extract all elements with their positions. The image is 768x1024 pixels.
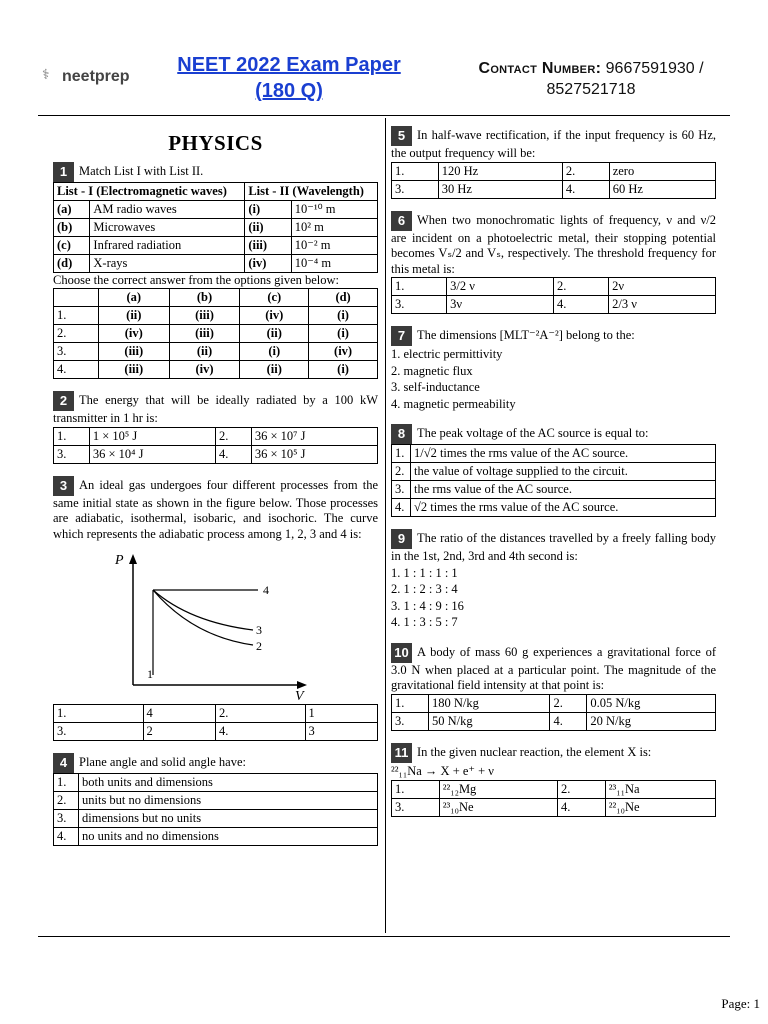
cell[interactable]: 3.: [392, 180, 439, 198]
contact-label: Contact Number:: [478, 60, 602, 77]
cell: (iii): [169, 325, 240, 343]
cell[interactable]: 2.: [558, 781, 606, 799]
cell: (iv): [309, 343, 378, 361]
contact-info: [446, 58, 736, 100]
contact-number-1: 9667591930 /: [605, 60, 704, 77]
cell[interactable]: 4.: [215, 723, 305, 741]
cell: (b): [169, 289, 240, 307]
cell: (iii): [98, 361, 169, 379]
cell: (b): [54, 218, 90, 236]
cell[interactable]: 2.: [215, 427, 251, 445]
cell: (a): [98, 289, 169, 307]
question-8: [391, 424, 716, 517]
nuclear-reaction: ²²₁₁Na → X + e⁺ + ν: [391, 763, 494, 778]
cell[interactable]: 2.: [553, 278, 608, 296]
cell: (iv): [245, 254, 291, 272]
cell: AM radio waves: [90, 200, 245, 218]
question-6: [391, 211, 716, 315]
option-2[interactable]: 2. 1 : 2 : 3 : 4: [391, 582, 458, 596]
cell[interactable]: 3.: [392, 799, 440, 817]
question-text: In half-wave rectification, if the input frequency is 60 Hz, the output frequency will be:: [391, 127, 716, 160]
option-row: [392, 712, 716, 730]
cell[interactable]: 2.: [54, 325, 99, 343]
cell: (ii): [240, 361, 309, 379]
cell[interactable]: 3.: [54, 723, 144, 741]
subject-heading: PHYSICS: [168, 131, 263, 155]
cell: 1: [305, 705, 377, 723]
cell[interactable]: 4.: [54, 361, 99, 379]
curve-label-1: 1: [147, 667, 153, 681]
question-text: An ideal gas undergoes four different processes from the same initial state as shown in the figure below. Those processes are adiabatic, isothermal, isobaric, and isochoric. The curve which represents the adiabatic process among 1, 2, 3 and 4 is:: [53, 477, 378, 541]
cell: 3/2 ν: [447, 278, 554, 296]
cell: (iv): [240, 307, 309, 325]
option-row: [54, 774, 378, 792]
cell: 10⁻⁴ m: [291, 254, 377, 272]
question-number: 9: [391, 529, 412, 549]
cell: (c): [54, 236, 90, 254]
option-2[interactable]: 2. magnetic flux: [391, 363, 473, 378]
option-4[interactable]: 4. 1 : 3 : 5 : 7: [391, 615, 458, 629]
option-row: [392, 799, 716, 817]
option-row: [54, 828, 378, 846]
cell: √2 times the rms value of the AC source.: [411, 499, 716, 517]
option-row: [392, 162, 716, 180]
table-row: [54, 218, 378, 236]
cell[interactable]: 1.: [392, 445, 411, 463]
curve-label-2: 2: [256, 639, 262, 653]
cell[interactable]: 1.: [392, 278, 447, 296]
cell: 10⁻² m: [291, 236, 377, 254]
options-table: [391, 694, 716, 731]
cell: the rms value of the AC source.: [411, 481, 716, 499]
cell: ²³₁₀Ne: [439, 799, 557, 817]
option-row: [392, 463, 716, 481]
cell: (i): [309, 307, 378, 325]
question-number: 2: [53, 391, 74, 411]
option-4[interactable]: 4. magnetic permeability: [391, 396, 516, 411]
question-text: The dimensions [MLT⁻²A⁻²] belong to the:: [417, 327, 635, 342]
cell: 10² m: [291, 218, 377, 236]
cell: (i): [309, 361, 378, 379]
question-text: Plane angle and solid angle have:: [79, 754, 246, 769]
table-row: [54, 254, 378, 272]
question-text: When two monochromatic lights of frequency, ν and ν/2 are incident on a photoelectric metal, their stopping potential becomes Vₛ/2 and Vₛ, respectively. The threshold frequency for this metal is:: [391, 212, 716, 276]
cell[interactable]: 1.: [54, 774, 79, 792]
axis-label-v: V: [295, 689, 304, 700]
cell[interactable]: 4.: [392, 499, 411, 517]
cell: X-rays: [90, 254, 245, 272]
axis-label-p: P: [115, 553, 124, 568]
option-row: [392, 694, 716, 712]
question-4: [53, 753, 378, 846]
cell: (ii): [98, 307, 169, 325]
neetprep-logo[interactable]: [42, 64, 142, 92]
option-row: [54, 427, 378, 445]
cell: (i): [245, 200, 291, 218]
cell: (iii): [245, 236, 291, 254]
option-row: [54, 705, 378, 723]
options-table: [391, 780, 716, 817]
cell: 1/√2 times the rms value of the AC source.: [411, 445, 716, 463]
cell: (iii): [98, 343, 169, 361]
question-2: [53, 391, 378, 464]
cell[interactable]: 3.: [392, 481, 411, 499]
cell: Microwaves: [90, 218, 245, 236]
option-row: [54, 810, 378, 828]
cell: 50 N/kg: [428, 712, 550, 730]
option-3[interactable]: 3. 1 : 4 : 9 : 16: [391, 598, 464, 613]
option-row: [54, 445, 378, 463]
cell[interactable]: 1.: [54, 427, 90, 445]
cell: 20 N/kg: [587, 712, 716, 730]
cell: 10⁻¹⁰ m: [291, 200, 377, 218]
cell[interactable]: 4.: [550, 712, 587, 730]
question-number: 8: [391, 424, 412, 444]
option-row: [392, 781, 716, 799]
cell: 1 × 10⁵ J: [89, 427, 215, 445]
pv-diagram: [113, 550, 313, 700]
title-line-1[interactable]: NEET 2022 Exam Paper: [177, 54, 401, 76]
option-row: [392, 180, 716, 198]
cell: 120 Hz: [438, 162, 562, 180]
option-row: [392, 278, 716, 296]
cell[interactable]: 3.: [392, 296, 447, 314]
cell: 180 N/kg: [428, 694, 550, 712]
cell: 30 Hz: [438, 180, 562, 198]
cell: 3: [305, 723, 377, 741]
question-text: The energy that will be ideally radiated by a 100 kW transmitter in 1 hr is:: [53, 392, 378, 425]
cell: (iv): [98, 325, 169, 343]
question-10: [391, 643, 716, 731]
option-row: [54, 792, 378, 810]
cell[interactable]: 4.: [558, 799, 606, 817]
cell[interactable]: 4.: [553, 296, 608, 314]
cell: the value of voltage supplied to the circuit.: [411, 463, 716, 481]
cell[interactable]: 4.: [54, 828, 79, 846]
question-5: [391, 126, 716, 199]
question-number: 4: [53, 753, 74, 773]
cell: ²²₁₂Mg: [439, 781, 557, 799]
cell: units but no dimensions: [79, 792, 378, 810]
cell[interactable]: 2.: [54, 792, 79, 810]
cell: 36 × 10⁷ J: [251, 427, 377, 445]
stethoscope-icon: ⚕: [42, 66, 50, 82]
cell[interactable]: 4.: [562, 180, 609, 198]
cell: zero: [609, 162, 715, 180]
curve-label-3: 3: [256, 623, 262, 637]
question-text: Match List I with List II.: [79, 163, 204, 178]
cell: 0.05 N/kg: [587, 694, 716, 712]
cell: 2/3 ν: [609, 296, 716, 314]
question-number: 7: [391, 326, 412, 346]
cell: 4: [143, 705, 215, 723]
options-table: [53, 704, 378, 741]
curve-label-4: 4: [263, 583, 269, 597]
cell: (c): [240, 289, 309, 307]
option-3[interactable]: 3. self-inductance: [391, 380, 480, 394]
page-number: Page: 1: [721, 996, 760, 1011]
cell: (d): [309, 289, 378, 307]
question-text: The peak voltage of the AC source is equal to:: [417, 425, 649, 440]
question-text: In the given nuclear reaction, the element X is:: [417, 744, 652, 759]
options-table: [391, 277, 716, 314]
cell: 2: [143, 723, 215, 741]
left-column: [53, 132, 378, 858]
right-column: [391, 126, 716, 829]
option-row: [54, 723, 378, 741]
table-row: [54, 236, 378, 254]
options-table: [391, 444, 716, 517]
cell: ²²₁₀Ne: [605, 799, 715, 817]
option-row: [54, 343, 378, 361]
cell[interactable]: 1.: [392, 694, 429, 712]
cell: 36 × 10⁴ J: [89, 445, 215, 463]
cell: (i): [309, 325, 378, 343]
cell[interactable]: 2.: [562, 162, 609, 180]
column-divider: [385, 118, 386, 933]
cell: (ii): [245, 218, 291, 236]
cell: (d): [54, 254, 90, 272]
question-7: [391, 326, 716, 412]
list1-header: List - I (Electromagnetic waves): [54, 182, 245, 200]
logo-text: neetprep: [62, 68, 130, 85]
option-row: [392, 296, 716, 314]
question-text: A body of mass 60 g experiences a gravitational force of 3.0 N when placed at a particular point. The magnitude of the gravitational field intensity at that point is:: [391, 644, 716, 692]
cell: 2ν: [609, 278, 716, 296]
cell[interactable]: 2.: [392, 463, 411, 481]
question-number: 3: [53, 476, 74, 496]
option-row: [54, 325, 378, 343]
cell: [54, 289, 99, 307]
question-number: 10: [391, 643, 412, 663]
question-number: 1: [53, 162, 74, 182]
options-table: [53, 427, 378, 464]
match-table: [53, 182, 378, 273]
header-divider: [38, 115, 730, 116]
question-text: The ratio of the distances travelled by a freely falling body in the 1st, 2nd, 3rd and 4th second is:: [391, 530, 716, 563]
question-9: [391, 529, 716, 631]
cell: 60 Hz: [609, 180, 715, 198]
cell: Infrared radiation: [90, 236, 245, 254]
option-row: [54, 307, 378, 325]
cell: (iv): [169, 361, 240, 379]
footer-divider: [38, 936, 730, 937]
cell: both units and dimensions: [79, 774, 378, 792]
question-number: 11: [391, 743, 412, 763]
cell[interactable]: 1.: [392, 781, 440, 799]
option-row: [54, 361, 378, 379]
cell: 3ν: [447, 296, 554, 314]
cell[interactable]: 3.: [54, 810, 79, 828]
question-3: [53, 476, 378, 742]
question-11: [391, 743, 716, 818]
options-table: [53, 773, 378, 846]
cell[interactable]: 3.: [54, 343, 99, 361]
cell: (iii): [169, 307, 240, 325]
option-row: [392, 481, 716, 499]
options-table: [53, 288, 378, 379]
cell: (a): [54, 200, 90, 218]
cell[interactable]: 1.: [392, 162, 439, 180]
question-number: 5: [391, 126, 412, 146]
question-number: 6: [391, 211, 412, 231]
cell[interactable]: 3.: [54, 445, 90, 463]
question-1: [53, 162, 378, 380]
cell: no units and no dimensions: [79, 828, 378, 846]
cell: (i): [240, 343, 309, 361]
cell: (ii): [169, 343, 240, 361]
options-table: [391, 162, 716, 199]
cell[interactable]: 3.: [392, 712, 429, 730]
contact-number-2: 8527521718: [546, 81, 636, 98]
instruction-text: Choose the correct answer from the options given below:: [53, 272, 340, 287]
option-1[interactable]: 1. 1 : 1 : 1 : 1: [391, 565, 458, 580]
cell: ²³₁₁Na: [605, 781, 715, 799]
cell: 36 × 10⁵ J: [251, 445, 377, 463]
cell: dimensions but no units: [79, 810, 378, 828]
cell[interactable]: 1.: [54, 705, 144, 723]
option-row: [392, 499, 716, 517]
cell[interactable]: 2.: [550, 694, 587, 712]
cell[interactable]: 2.: [215, 705, 305, 723]
option-1[interactable]: 1. electric permittivity: [391, 347, 503, 361]
list2-header: List - II (Wavelength): [245, 182, 378, 200]
cell[interactable]: 1.: [54, 307, 99, 325]
option-row: [392, 445, 716, 463]
table-row: [54, 200, 378, 218]
page-title[interactable]: [150, 52, 428, 104]
title-line-2[interactable]: (180 Q): [255, 80, 323, 102]
cell: (ii): [240, 325, 309, 343]
cell[interactable]: 4.: [215, 445, 251, 463]
